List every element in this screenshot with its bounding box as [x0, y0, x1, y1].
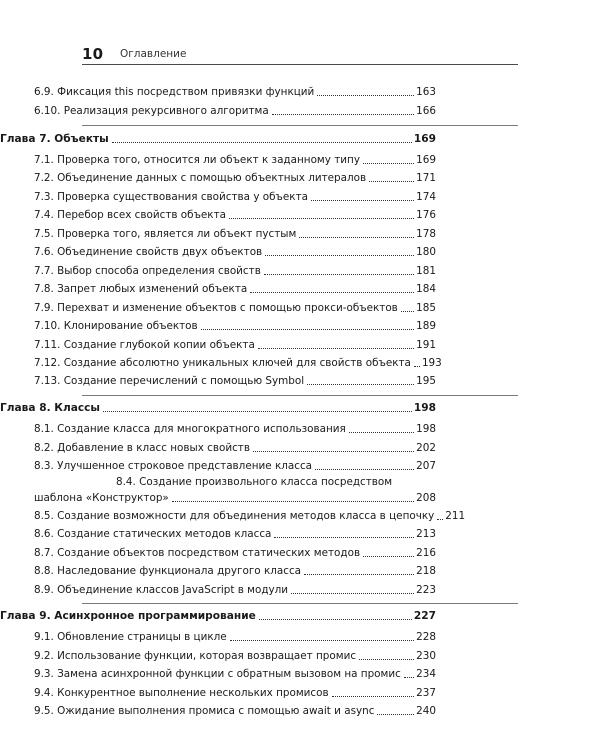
- toc-entry: 6.10. Реализация рекурсивного алгоритма 166: [34, 105, 436, 117]
- toc-entry: 6.9. Фиксация this посредством привязки функций 163: [34, 86, 436, 98]
- toc-entry: 7.12. Создание абсолютно уникальных ключей для свойств объекта 193: [34, 357, 442, 369]
- toc-entry: 7.2. Объединение данных с помощью объектных литералов 171: [34, 172, 436, 184]
- toc-entry: 8.5. Создание возможности для объединения методов класса в цепочку 211: [34, 510, 466, 522]
- toc-entry: 7.5. Проверка того, является ли объект пустым 178: [34, 228, 436, 240]
- toc-entry: 9.5. Ожидание выполнения промиса с помощью await и async 240: [34, 705, 436, 717]
- toc-entry: 9.3. Замена асинхронной функции с обратным вызовом на промис 234: [34, 668, 436, 680]
- toc-entry: 7.11. Создание глубокой копии объекта 191: [34, 339, 436, 351]
- toc-entry-line1: 8.4. Создание произвольного класса посредством: [116, 476, 393, 488]
- toc-entry: 9.1. Обновление страницы в цикле 228: [34, 631, 436, 643]
- page-number: 10: [82, 45, 104, 63]
- chapter-divider: [82, 395, 518, 396]
- chapter-divider: [82, 125, 518, 126]
- toc-entry: 7.3. Проверка существования свойства у объекта 174: [34, 191, 436, 203]
- toc-entry: 7.9. Перехват и изменение объектов с помощью прокси-объектов 185: [34, 302, 436, 314]
- toc-entry: 7.6. Объединение свойств двух объектов 180: [34, 246, 436, 258]
- toc-entry: 7.8. Запрет любых изменений объекта 184: [34, 283, 436, 295]
- toc-entry: шаблона «Конструктор» 208: [34, 492, 436, 504]
- page-header: [82, 44, 518, 65]
- toc-entry: 7.13. Создание перечислений с помощью Symbol 195: [34, 375, 436, 387]
- toc-entry: 8.2. Добавление в класс новых свойств 202: [34, 442, 436, 454]
- toc-entry: 8.7. Создание объектов посредством статических методов 216: [34, 547, 436, 559]
- toc-entry: 8.1. Создание класса для многократного использования 198: [34, 423, 436, 435]
- toc-entry: 8.6. Создание статических методов класса 213: [34, 528, 436, 540]
- toc-entry: 7.7. Выбор способа определения свойств 181: [34, 265, 436, 277]
- toc-entry: 7.1. Проверка того, относится ли объект к заданному типу 169: [34, 154, 436, 166]
- toc-entry: 8.9. Объединение классов JavaScript в модули 223: [34, 584, 436, 596]
- toc-entry: 8.3. Улучшенное строковое представление класса 207: [34, 460, 436, 472]
- toc-entry: 9.4. Конкурентное выполнение нескольких промисов 237: [34, 687, 436, 699]
- toc-entry: 9.2. Использование функции, которая возвращает промис 230: [34, 650, 436, 662]
- running-head: Оглавление: [120, 48, 187, 60]
- chapter-divider: [82, 603, 518, 604]
- toc-entry: 7.10. Клонирование объектов 189: [34, 320, 436, 332]
- toc-entry: 7.4. Перебор всех свойств объекта 176: [34, 209, 436, 221]
- toc-chapter: Глава 8. Классы 198: [0, 402, 436, 414]
- toc-chapter: Глава 9. Асинхронное программирование 227: [0, 610, 436, 622]
- toc-chapter: Глава 7. Объекты 169: [0, 133, 436, 145]
- toc-entry: 8.8. Наследование функционала другого класса 218: [34, 565, 436, 577]
